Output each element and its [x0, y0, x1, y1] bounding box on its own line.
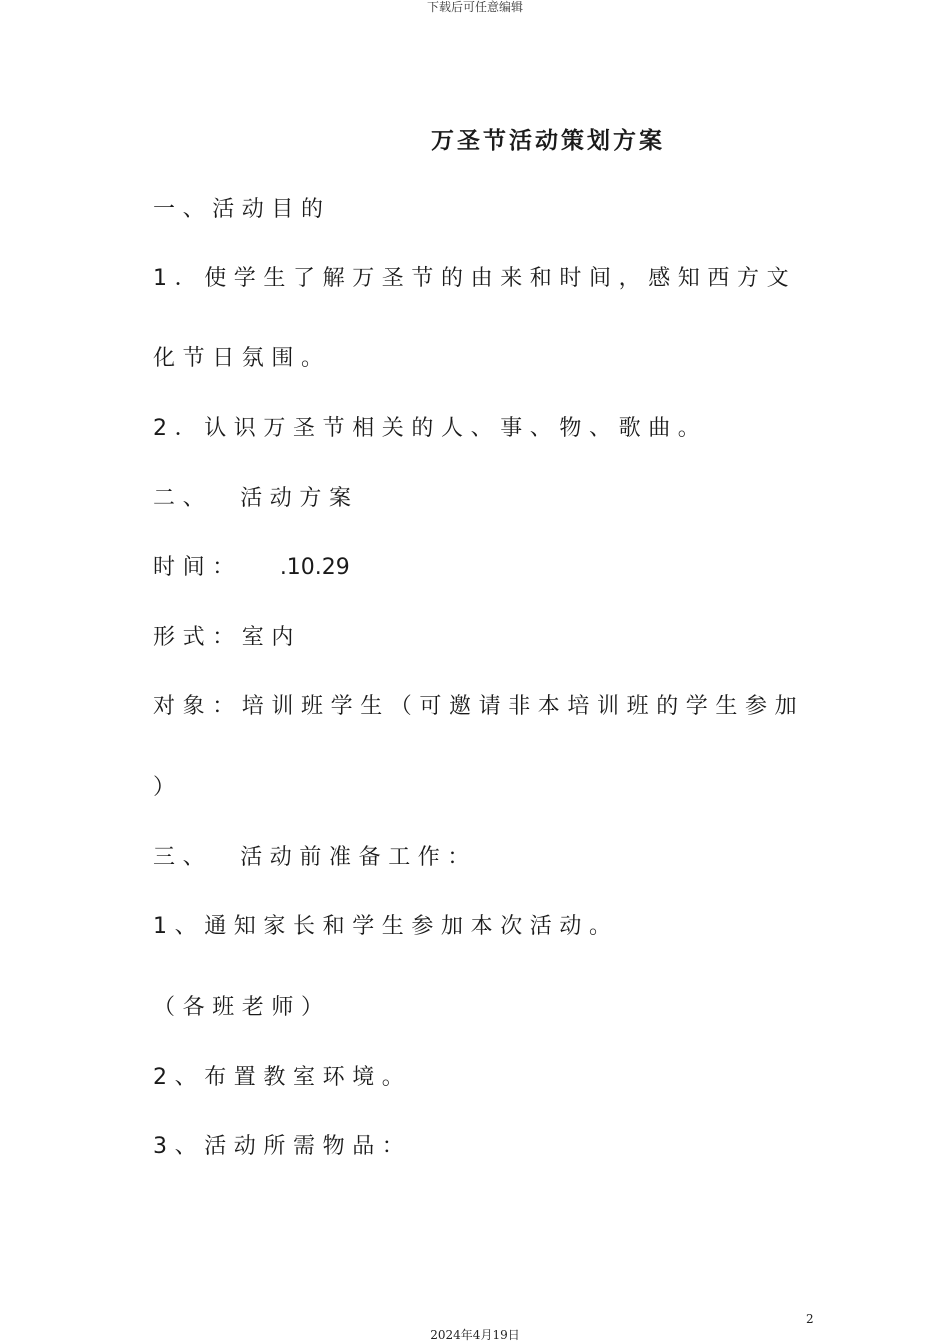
section-heading-text: 活动前准备工作：	[240, 845, 478, 870]
paragraph-line: 1．使学生了解万圣节的由来和时间，感知西方文	[153, 266, 797, 291]
list-item: 2、布置教室环境。	[153, 1065, 412, 1090]
time-value: .10.29	[279, 555, 350, 580]
page-number: 2	[806, 1312, 814, 1326]
section-heading-preparation	[153, 842, 477, 874]
document-title: 万圣节活动策划方案	[431, 128, 665, 154]
footer-date: 2024年4月19日	[430, 1328, 520, 1342]
time-label: 时间：	[153, 555, 242, 580]
audience-line-continued: ）	[153, 775, 183, 800]
section-heading-plan	[153, 483, 359, 515]
paragraph-line: 化节日氛围。	[153, 346, 331, 371]
list-item: 1、通知家长和学生参加本次活动。	[153, 914, 619, 939]
time-line	[153, 552, 350, 584]
list-item: 3、活动所需物品：	[153, 1134, 412, 1159]
section-heading-text: 活动方案	[240, 486, 359, 511]
paragraph-line: 2．认识万圣节相关的人、事、物、歌曲。	[153, 416, 708, 441]
list-item-note: （各班老师）	[153, 995, 331, 1020]
audience-line: 对象：培训班学生（可邀请非本培训班的学生参加	[153, 694, 805, 719]
format-line: 形式：室内	[153, 625, 302, 650]
section-number: 三、	[153, 845, 213, 870]
header-note: 下载后可任意编辑	[426, 0, 523, 14]
section-heading-purpose: 一、活动目的	[153, 197, 331, 222]
section-number: 二、	[153, 486, 213, 511]
